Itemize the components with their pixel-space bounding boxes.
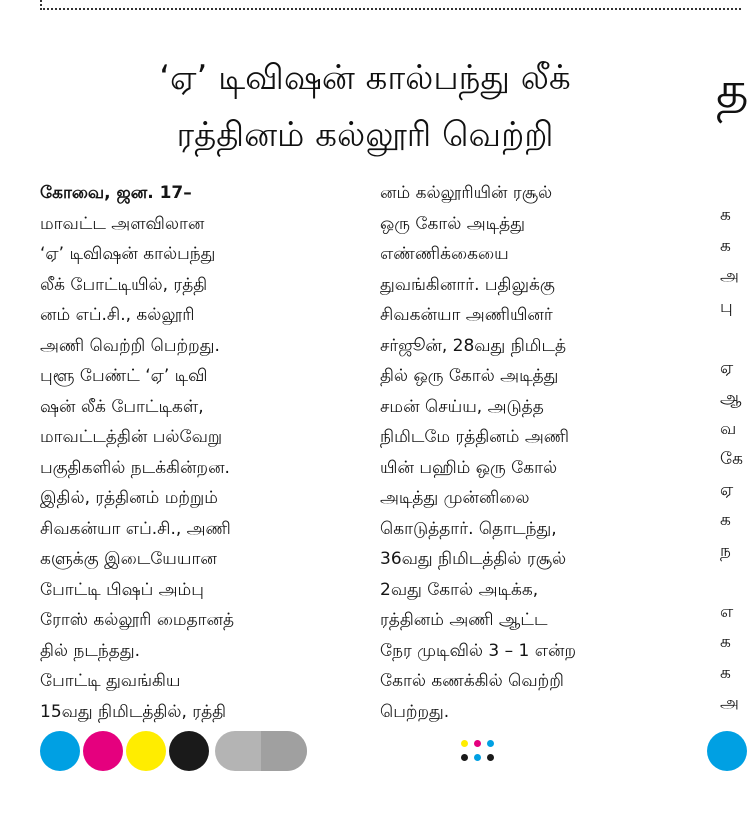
column-2-line: சர்ஜூன், 28வது நிமிடத்	[380, 335, 567, 356]
column-2-line: ரத்தினம் அணி ஆட்ட	[380, 610, 548, 630]
column-2-line: 2வது கோல் அடிக்க,	[380, 579, 539, 600]
adjacent-column-fragment: ஆ	[720, 388, 742, 408]
column-1-line: லீக் போட்டியில், ரத்தி	[40, 274, 208, 295]
column-1-line: பகுதிகளில் நடக்கின்றன.	[40, 457, 230, 478]
article-column-1	[40, 178, 360, 727]
reg-dot	[461, 754, 468, 761]
column-1-line: 15வது நிமிடத்தில், ரத்தி	[40, 701, 227, 722]
headline-line-2: ரத்தினம் கல்லூரி வெற்றி	[176, 115, 554, 155]
adjacent-column-fragment: க	[720, 205, 731, 225]
reg-dot	[487, 740, 494, 747]
column-2-line: பெற்றது.	[380, 701, 450, 722]
reg-dot	[487, 754, 494, 761]
adjacent-column-fragment: க	[720, 510, 731, 530]
column-2-line: னம் கல்லூரியின் ரசூல்	[380, 183, 553, 203]
adjacent-column-fragment: எ	[720, 601, 734, 622]
edge-cyan-swatch	[707, 731, 747, 771]
column-2-text	[380, 178, 700, 727]
column-1-line: ரோஸ் கல்லூரி மைதானத்	[40, 610, 235, 630]
adjacent-column-fragment: க	[720, 235, 731, 256]
column-2-line: நேர முடிவில் 3 – 1 என்ற	[380, 640, 577, 661]
black-swatch	[169, 731, 209, 771]
column-1-line: புளூ பேண்ட் ‘ஏ’ டிவி	[40, 366, 208, 386]
adjacent-column-fragment: ஏ	[720, 357, 734, 378]
column-1-line: மாவட்டத்தின் பல்வேறு	[40, 427, 223, 447]
column-2-line: தில் ஒரு கோல் அடித்து	[380, 366, 559, 386]
adjacent-column-fragment: க	[720, 632, 731, 652]
column-1-line: அணி வெற்றி பெற்றது.	[40, 335, 220, 356]
magenta-swatch	[83, 731, 123, 771]
page-border-dotted-horizontal	[40, 8, 741, 10]
article-dateline: கோவை, ஜன. 17–	[40, 183, 192, 203]
column-2-line: சமன் செய்ய, அடுத்த	[380, 396, 544, 417]
column-2-line: சிவகன்யா அணியினர்	[380, 305, 553, 325]
adjacent-column-fragment: பு	[720, 296, 733, 317]
cyan-swatch	[40, 731, 80, 771]
column-1-line: ‘ஏ’ டிவிஷன் கால்பந்து	[40, 244, 216, 264]
adjacent-headline-fragment: த	[716, 61, 749, 119]
column-1-line: இதில், ரத்தினம் மற்றும்	[40, 488, 218, 508]
adjacent-column-fragment: க	[720, 662, 731, 683]
column-2-line: கோல் கணக்கில் வெற்றி	[380, 671, 564, 691]
column-1-line: போட்டி பிஷப் அம்பு	[40, 579, 204, 600]
adjacent-column-fragment: அ	[720, 693, 739, 713]
column-2-line: 36வது நிமிடத்தில் ரசூல்	[380, 549, 567, 569]
column-1-line: ஷன் லீக் போட்டிகள்,	[40, 396, 204, 417]
reg-dot	[474, 754, 481, 761]
article-column-2	[380, 178, 700, 727]
headline-line-1: ‘ஏ’ டிவிஷன் கால்பந்து லீக்	[159, 58, 571, 98]
column-2-line: அடித்து முன்னிலை	[380, 488, 530, 508]
adjacent-column-fragment: கே	[720, 449, 743, 469]
adjacent-column-fragment	[720, 566, 750, 597]
adjacent-column-fragment: ந	[720, 540, 731, 561]
column-2-line: கொடுத்தார். தொடந்து,	[380, 518, 557, 539]
column-1-line: களுக்கு இடையேயான	[40, 549, 217, 569]
adjacent-column-fragment: ஏ	[720, 479, 734, 500]
yellow-swatch	[126, 731, 166, 771]
column-2-line: ஒரு கோல் அடித்து	[380, 213, 525, 234]
adjacent-column-fragment: வ	[720, 418, 737, 439]
column-1-line: சிவகன்யா எப்.சி., அணி	[40, 518, 231, 539]
adjacent-article-fragments	[720, 200, 750, 719]
column-1-line: போட்டி துவங்கிய	[40, 671, 181, 691]
column-1-line: னம் எப்.சி., கல்லூரி	[40, 305, 195, 325]
adjacent-column-fragment: அ	[720, 266, 739, 286]
column-2-line: துவங்கினார். பதிலுக்கு	[380, 274, 555, 295]
grey-tint-dark	[261, 731, 307, 771]
reg-dot	[461, 740, 468, 747]
adjacent-column-fragment	[720, 322, 750, 353]
column-2-line: யின் பஹிம் ஒரு கோல்	[380, 457, 558, 478]
grey-tint-block	[215, 731, 307, 771]
registration-marks	[459, 740, 499, 764]
column-1-line: மாவட்ட அளவிலான	[40, 213, 205, 234]
column-2-line: எண்ணிக்கையை	[380, 244, 509, 264]
column-1-text	[40, 209, 360, 728]
column-2-line: நிமிடமே ரத்தினம் அணி	[380, 427, 570, 447]
article-headline	[40, 50, 690, 164]
reg-dot	[474, 740, 481, 747]
column-1-line: தில் நடந்தது.	[40, 640, 141, 661]
